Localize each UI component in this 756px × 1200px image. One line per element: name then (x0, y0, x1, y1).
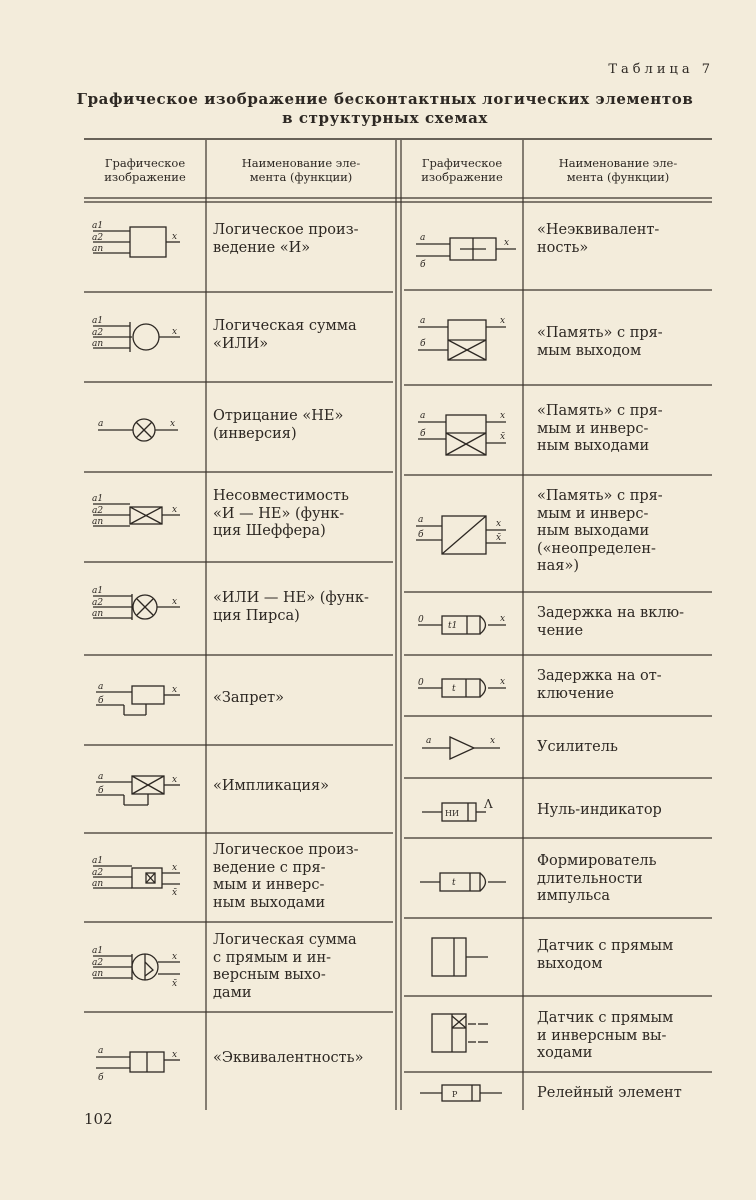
left-name-8: Логическое произ- ведение с пря- мым и инверс- ным выходами (213, 842, 359, 911)
header-graphic-left: Графическое изображение (104, 156, 186, 184)
label-x: x (490, 736, 496, 746)
label-an: an (92, 244, 104, 254)
right-name-5: Задержка на вклю- чение (537, 605, 685, 639)
title-line-2: в структурных схемах (282, 109, 488, 127)
label-x: x (172, 952, 178, 962)
label-a2: a2 (92, 598, 104, 608)
right-name-10: Датчик с прямым выходом (537, 938, 674, 972)
label-xbar: x̄ (172, 888, 178, 898)
right-name-3: «Память» с пря- мым и инверс- ным выходами (537, 403, 663, 454)
label-a1: a1 (92, 316, 104, 326)
label-lambda: Λ (484, 797, 493, 811)
or-dual-output-symbol (88, 940, 203, 1000)
label-x: x (172, 327, 178, 337)
right-name-12: Релейный элемент (537, 1085, 682, 1101)
label-x: x (500, 677, 506, 687)
label-a: a (420, 233, 426, 243)
memory-direct-symbol (408, 310, 523, 370)
label-a: a (426, 736, 432, 746)
right-name-6: Задержка на от- ключение (537, 668, 662, 702)
label-b: б (98, 1073, 104, 1083)
amplifier-symbol (408, 728, 523, 768)
label-zero: 0 (418, 615, 424, 625)
label-a: a (420, 316, 426, 326)
label-a2: a2 (92, 868, 104, 878)
label-x: x (172, 685, 178, 695)
pulse-shaper-symbol (408, 862, 523, 902)
left-name-10: «Эквивалентность» (213, 1050, 364, 1066)
label-xbar: x̄ (500, 432, 506, 442)
title-line-1: Графическое изображение бесконтактных логических элементов (76, 90, 694, 108)
equivalence-gate-symbol (88, 1040, 203, 1085)
label-a1: a1 (92, 221, 104, 231)
memory-dual-symbol (408, 405, 523, 465)
label-an: an (92, 609, 104, 619)
label-x: x (500, 411, 506, 421)
label-b: б (418, 530, 424, 540)
left-name-1: Логическое произ- ведение «И» (213, 222, 359, 256)
left-name-6: «Запрет» (213, 690, 284, 706)
nand-gate-symbol (88, 488, 203, 548)
label-a: a (98, 1046, 104, 1056)
left-name-9: Логическая сумма с прямым и ин- версным выхо- дами (213, 932, 357, 1001)
not-gate-symbol (88, 405, 203, 455)
label-b: б (98, 786, 104, 796)
label-t: t (452, 684, 456, 694)
label-x: x (172, 1050, 178, 1060)
label-x: x (172, 505, 178, 515)
left-name-4: Несовместимость «И — НЕ» (функ- ция Шеффера) (213, 488, 349, 539)
label-zero: 0 (418, 678, 424, 688)
memory-undefined-symbol (408, 508, 523, 563)
relay-element-symbol (408, 1078, 523, 1108)
header-graphic-right: Графическое изображение (421, 156, 503, 184)
label-x: x (172, 863, 178, 873)
right-name-7: Усилитель (537, 739, 618, 755)
label-x: x (172, 232, 178, 242)
label-a1: a1 (92, 586, 104, 596)
label-b: б (420, 429, 426, 439)
right-name-2: «Память» с пря- мым выходом (537, 325, 663, 359)
right-name-8: Нуль-индикатор (537, 802, 662, 818)
nonequivalence-gate-symbol (408, 222, 523, 272)
table-label: Таблица 7 (608, 62, 714, 77)
label-a2: a2 (92, 958, 104, 968)
label-x: x (496, 519, 502, 529)
label-x: x (500, 614, 506, 624)
header-name-left: Наименование эле- мента (функции) (241, 156, 361, 184)
delay-on-symbol (408, 605, 523, 645)
label-a: a (98, 682, 104, 692)
and-gate-symbol (88, 215, 203, 275)
right-name-9: Формирователь длительности импульса (537, 853, 657, 904)
label-a1: a1 (92, 946, 104, 956)
label-x: x (172, 597, 178, 607)
label-a: a (418, 515, 424, 525)
label-a1: a1 (92, 856, 104, 866)
label-x: x (170, 419, 176, 429)
left-name-7: «Импликация» (213, 778, 330, 794)
right-name-1: «Неэквивалент- ность» (537, 222, 660, 256)
label-an: an (92, 339, 104, 349)
right-name-11: Датчик с прямым и инверсным вы- ходами (537, 1010, 674, 1061)
label-ni: НИ (445, 809, 459, 818)
label-xbar: x̄ (496, 533, 502, 543)
label-b: б (420, 260, 426, 270)
inhibit-gate-symbol (88, 675, 203, 725)
label-r: Р (452, 1090, 458, 1099)
label-x: x (172, 775, 178, 785)
label-a2: a2 (92, 233, 104, 243)
delay-off-symbol (408, 668, 523, 708)
label-a: a (98, 419, 104, 429)
sensor-dual-symbol (408, 1008, 523, 1058)
header-name-right: Наименование эле- мента (функции) (558, 156, 678, 184)
or-gate-symbol (88, 310, 203, 370)
label-an: an (92, 969, 104, 979)
label-b: б (98, 696, 104, 706)
label-an: an (92, 879, 104, 889)
left-name-3: Отрицание «НЕ» (инверсия) (213, 408, 344, 442)
label-x: x (504, 238, 510, 248)
implication-gate-symbol (88, 765, 203, 815)
left-name-5: «ИЛИ — НЕ» (функ- ция Пирса) (213, 590, 369, 624)
label-a: a (420, 411, 426, 421)
label-t: t (452, 878, 456, 888)
left-name-2: Логическая сумма «ИЛИ» (213, 318, 357, 352)
nor-gate-symbol (88, 580, 203, 640)
page-number: 102 (84, 1110, 113, 1128)
label-a1: a1 (92, 494, 104, 504)
label-a2: a2 (92, 506, 104, 516)
null-indicator-symbol (408, 790, 523, 830)
and-dual-output-symbol (88, 850, 203, 910)
label-xbar: x̄ (172, 979, 178, 989)
label-an: an (92, 517, 104, 527)
sensor-direct-symbol (408, 932, 523, 982)
label-a2: a2 (92, 328, 104, 338)
label-x: x (500, 316, 506, 326)
right-name-4: «Память» с пря- мым и инверс- ным выходами («неопределен- ная») (537, 488, 663, 574)
label-b: б (420, 339, 426, 349)
label-t1: t1 (448, 621, 458, 631)
label-a: a (98, 772, 104, 782)
